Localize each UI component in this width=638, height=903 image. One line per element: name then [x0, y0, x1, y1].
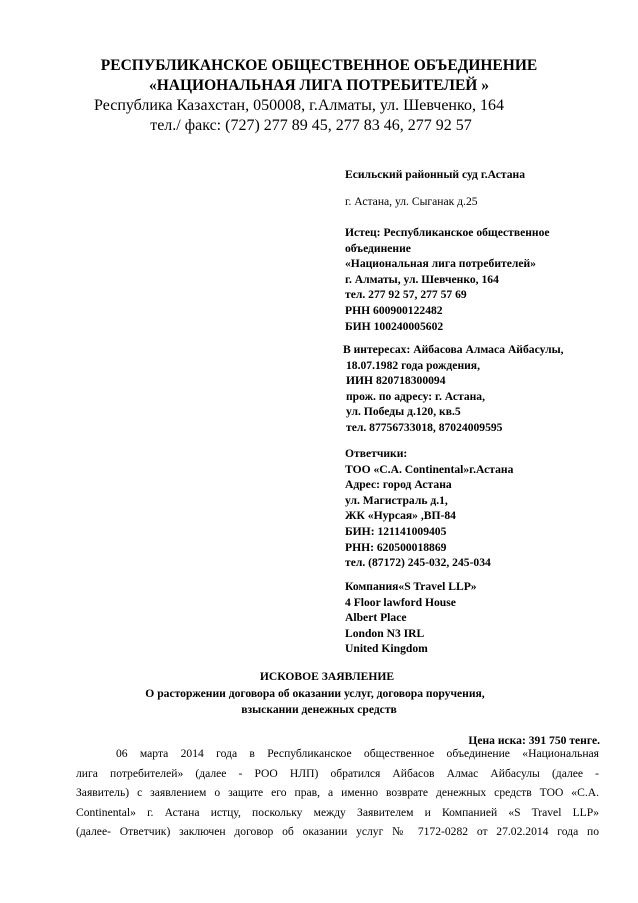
claim-subtitle-line1: О расторжении договора об оказании услуг, договора поручения,	[145, 687, 485, 700]
plaintiff-line: РНН 600900122482	[345, 303, 443, 317]
defendants-line: ул. Магистраль д.1,	[345, 493, 448, 507]
org-phones: тел./ факс: (727) 277 89 45, 277 83 46, 277 92 57	[150, 117, 472, 134]
interests-line: прож. по адресу: г. Астана,	[346, 389, 485, 403]
defendants-line: Адрес: город Астана	[345, 478, 452, 492]
interests-line: ул. Победы д.120, кв.5	[346, 405, 461, 419]
plaintiff-line: Истец: Республиканское общественное	[345, 226, 550, 239]
company-line: United Kingdom	[345, 642, 428, 656]
body-line: (далее- Ответчик) заключен договор об оказании услуг № 7172-0282 от 27.02.2014 года по	[76, 825, 599, 838]
court-address: г. Астана, ул. Сыганак д.25	[345, 195, 478, 208]
claim-title: ИСКОВОЕ ЗАЯВЛЕНИЕ	[259, 670, 395, 683]
defendants-line: БИН: 121141009405	[345, 524, 447, 538]
body-line: Continental» г. Астана истцу, поскольку между Заявителем и Компанией «S Travel LLP»	[76, 805, 599, 819]
body-line: Заявитель) с заявлением о защите его прав, а именно возврате денежных средств ТОО «С.А.	[76, 786, 599, 799]
plaintiff-block	[345, 225, 550, 334]
court-name: Есильский районный суд г.Астана	[345, 168, 526, 181]
claim-price: Цена иска: 391 750 тенге.	[468, 734, 600, 747]
company-line: 4 Floor lawford House	[345, 595, 456, 609]
interests-line: В интересах: Айбасова Алмаса Айбасулы,	[343, 343, 564, 356]
defendants-line: тел. (87172) 245-032, 245-034	[345, 556, 491, 570]
plaintiff-line: объединение	[345, 241, 411, 255]
org-name-line1: РЕСПУБЛИКАНСКОЕ ОБЩЕСТВЕННОЕ ОБЪЕДИНЕНИЕ	[100, 57, 538, 74]
plaintiff-line: БИН 100240005602	[345, 319, 444, 333]
org-address: Республика Казахстан, 050008, г.Алматы, ул. Шевченко, 164	[94, 97, 504, 114]
interests-line: ИИН 820718300094	[346, 374, 446, 388]
plaintiff-line: тел. 277 92 57, 277 57 69	[345, 288, 467, 302]
body-line: лига потребителей» (далее - РОО НЛП) обратился Айбасов Алмас Айбасулы (далее -	[76, 766, 599, 780]
defendants-line: Ответчики:	[345, 447, 408, 460]
plaintiff-line: г. Алматы, ул. Шевченко, 164	[345, 272, 499, 286]
defendants-block	[345, 446, 513, 571]
company-line: Albert Place	[345, 611, 407, 625]
interests-line: тел. 87756733018, 87024009595	[346, 420, 503, 434]
body-line: 06 марта 2014 года в Республиканское общественное объединение «Национальная	[116, 747, 599, 760]
org-name-line2: «НАЦИОНАЛЬНАЯ ЛИГА ПОТРЕБИТЕЛЕЙ »	[149, 77, 489, 94]
company-line: Компания«S Travel LLP»	[345, 580, 477, 593]
defendants-line: РНН: 620500018869	[345, 540, 447, 554]
plaintiff-line: «Национальная лига потребителей»	[345, 257, 536, 271]
interests-block	[343, 342, 564, 436]
claim-body	[76, 744, 599, 842]
interests-line: 18.07.1982 года рождения,	[346, 358, 480, 372]
defendants-line: ТОО «С.А. Continental»г.Астана	[345, 462, 514, 476]
company-line: London N3 IRL	[345, 626, 425, 640]
defendants-line: ЖК «Нурсая» ,ВП-84	[345, 509, 456, 523]
claim-subtitle-line2: взыскании денежных средств	[241, 703, 397, 716]
company-block	[345, 579, 477, 657]
